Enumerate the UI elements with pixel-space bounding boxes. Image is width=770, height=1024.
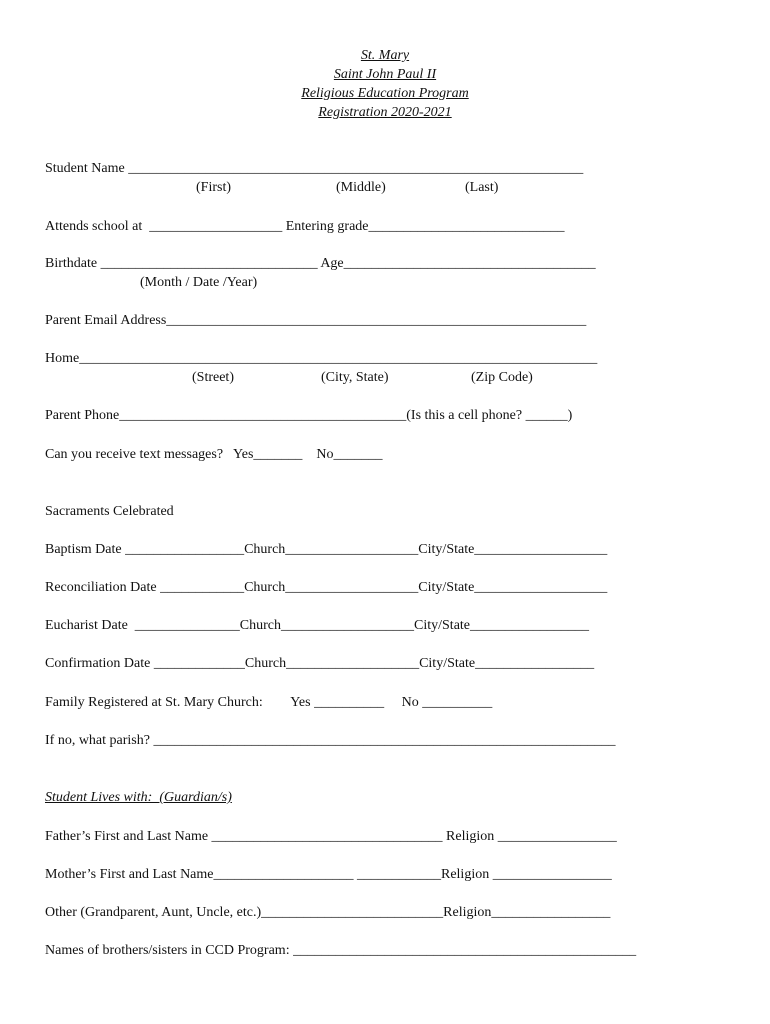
student-name-field[interactable]: Student Name _________________________________________________________________	[45, 161, 584, 176]
parent-email-field[interactable]: Parent Email Address____________________________________________________________	[45, 313, 587, 328]
student-name-first-hint: (First)	[196, 180, 231, 195]
eucharist-field[interactable]: Eucharist Date _______________Church___________________City/State_________________	[45, 618, 590, 633]
header-registration-year: Registration 2020-2021	[318, 105, 452, 120]
text-messages-field[interactable]: Can you receive text messages? Yes_______ No_______	[45, 447, 383, 462]
other-guardian-field[interactable]: Other (Grandparent, Aunt, Uncle, etc.)__________________________Religion_________________	[45, 905, 611, 920]
home-street-hint: (Street)	[192, 370, 234, 385]
sacraments-heading: Sacraments Celebrated	[45, 504, 174, 519]
other-parish-field[interactable]: If no, what parish? __________________________________________________________________	[45, 733, 616, 748]
parent-phone-field[interactable]: Parent Phone_________________________________________(Is this a cell phone? ______)	[45, 408, 573, 423]
school-grade-field[interactable]: Attends school at ___________________ Entering grade____________________________	[45, 219, 565, 234]
form-header	[0, 46, 770, 122]
student-name-middle-hint: (Middle)	[336, 180, 386, 195]
mother-field[interactable]: Mother’s First and Last Name____________________ ____________Religion _________________	[45, 867, 612, 882]
father-field[interactable]: Father’s First and Last Name _________________________________ Religion _________________	[45, 829, 617, 844]
baptism-field[interactable]: Baptism Date _________________Church___________________City/State___________________	[45, 542, 608, 557]
family-registered-field[interactable]: Family Registered at St. Mary Church: Yes __________ No __________	[45, 695, 493, 710]
header-parish-secondary: Saint John Paul II	[333, 67, 437, 82]
home-zip-hint: (Zip Code)	[471, 370, 533, 385]
confirmation-field[interactable]: Confirmation Date _____________Church___________________City/State_________________	[45, 656, 595, 671]
student-name-last-hint: (Last)	[465, 180, 499, 195]
home-city-state-hint: (City, State)	[321, 370, 389, 385]
birthdate-age-field[interactable]: Birthdate _______________________________ Age____________________________________	[45, 256, 596, 271]
siblings-field[interactable]: Names of brothers/sisters in CCD Program: _________________________________________________	[45, 943, 637, 958]
home-address-field[interactable]: Home__________________________________________________________________________	[45, 351, 598, 366]
header-program: Religious Education Program	[301, 86, 469, 101]
guardians-heading: Student Lives with: (Guardian/s)	[45, 790, 232, 805]
reconciliation-field[interactable]: Reconciliation Date ____________Church___________________City/State___________________	[45, 580, 608, 595]
birthdate-format-hint: (Month / Date /Year)	[140, 275, 258, 290]
header-parish: St. Mary	[360, 48, 410, 63]
